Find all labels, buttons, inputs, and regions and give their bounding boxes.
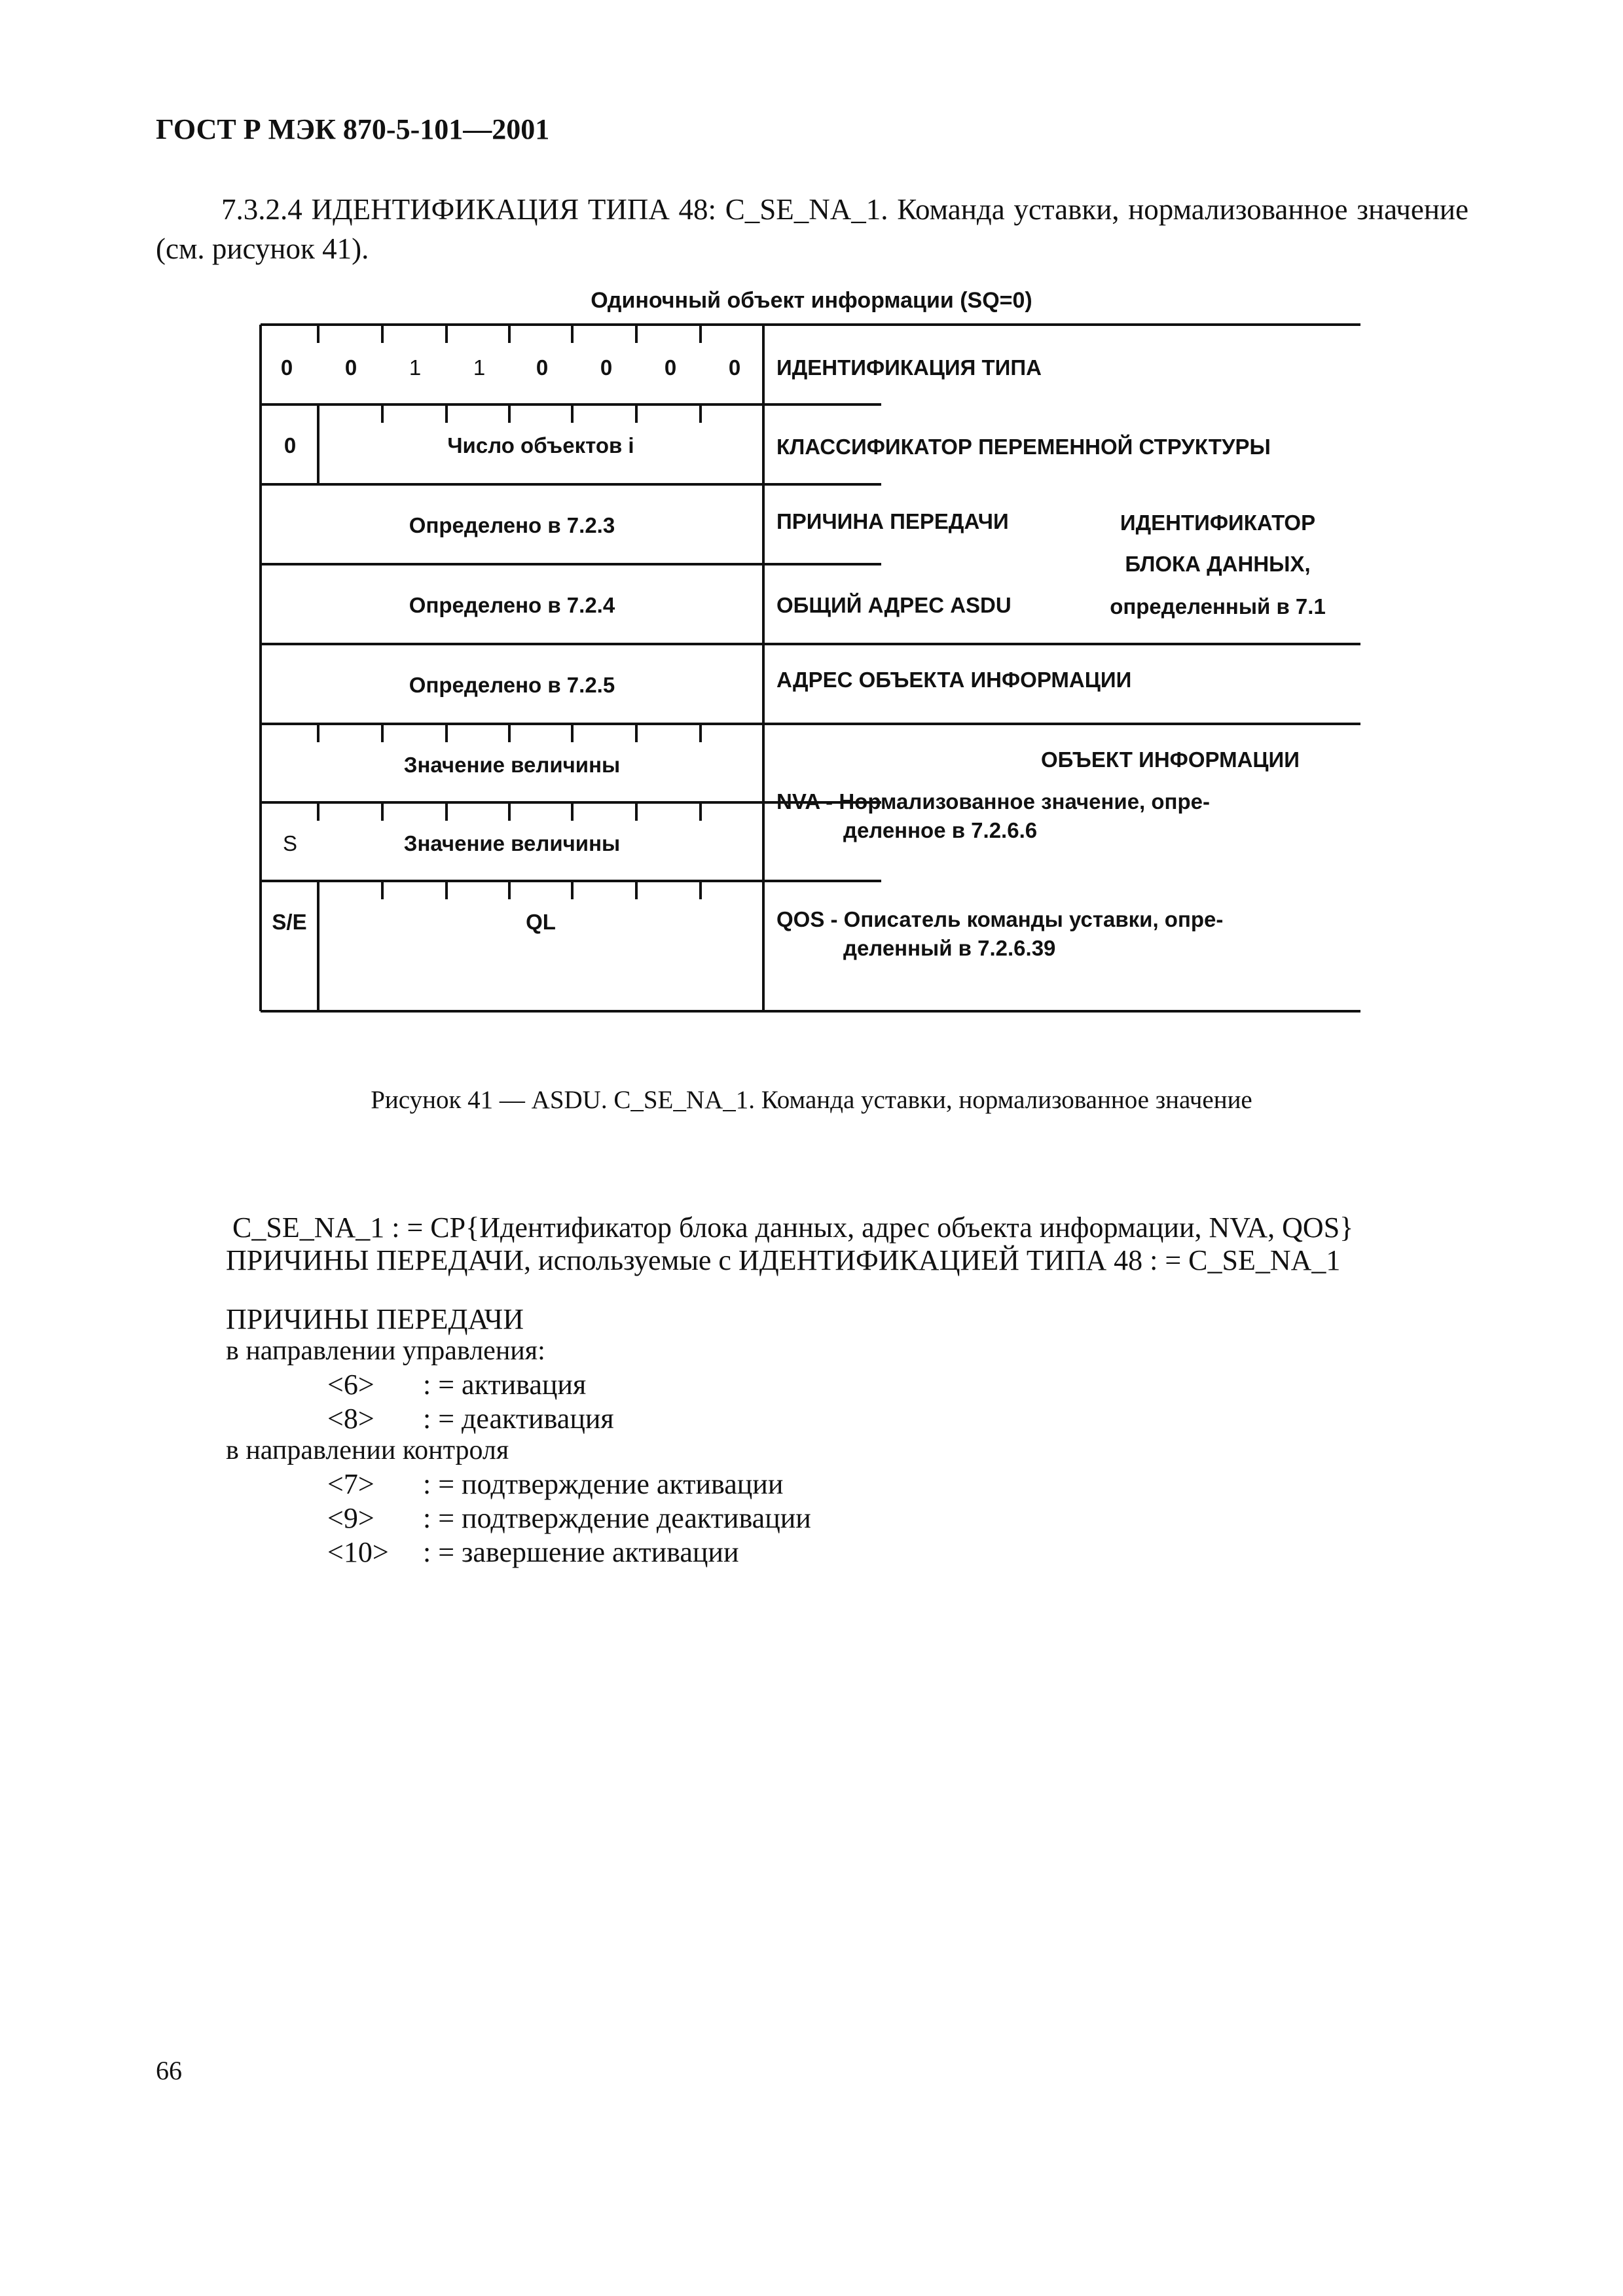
vsq-label: КЛАССИФИКАТОР ПЕРЕМЕННОЙ СТРУКТУРЫ <box>776 435 1271 459</box>
addr-label: ОБЩИЙ АДРЕС ASDU <box>776 593 1012 617</box>
vsq-field: Число объектов i <box>447 433 634 457</box>
ioa-label: АДРЕС ОБЪЕКТА ИНФОРМАЦИИ <box>776 668 1132 692</box>
type-bit: 0 <box>344 355 357 380</box>
type-bit: 0 <box>664 355 677 380</box>
addr-field: Определено в 7.2.4 <box>409 593 615 617</box>
nva-line-1: NVA - Нормализованное значение, опре- <box>776 789 1210 814</box>
monitor-direction: в направлении контроля <box>226 1435 509 1465</box>
type-bit: 0 <box>728 355 741 380</box>
type-bit: 0 <box>536 355 549 380</box>
causes-title: ПРИЧИНЫ ПЕРЕДАЧИ <box>226 1303 524 1335</box>
data-unit-id-line-1: ИДЕНТИФИКАТОР <box>1120 511 1316 535</box>
figure-caption: Рисунок 41 — ASDU. C_SE_NA_1. Команда уставки, нормализованное значение <box>371 1086 1252 1114</box>
type-bit: 1 <box>473 355 486 380</box>
value-field-1: Значение величины <box>403 753 621 777</box>
type-id-label: ИДЕНТИФИКАЦИЯ ТИПА <box>776 355 1042 380</box>
cause-text: : = подтверждение активации <box>423 1468 784 1500</box>
control-direction: в направлении управления: <box>226 1336 545 1366</box>
ql-field: QL <box>526 910 556 934</box>
diagram-title: Одиночный объект информации (SQ=0) <box>591 288 1032 313</box>
sign-bit: S <box>282 831 297 855</box>
type-bit: 1 <box>409 355 422 380</box>
qos-line-2: деленный в 7.2.6.39 <box>843 936 1056 960</box>
document-header: ГОСТ Р МЭК 870-5-101—2001 <box>156 113 550 145</box>
ioa-field: Определено в 7.2.5 <box>409 673 615 697</box>
cause-text: : = завершение активации <box>423 1536 739 1568</box>
data-unit-id-line-2: БЛОКА ДАННЫХ, <box>1125 552 1311 576</box>
cause-code: <10> <box>327 1536 389 1568</box>
data-unit-id-line-3: определенный в 7.1 <box>1110 594 1326 619</box>
cause-text: : = деактивация <box>423 1403 614 1435</box>
cause-code: <8> <box>327 1403 374 1435</box>
cause-code: <9> <box>327 1502 374 1534</box>
cause-text: : = активация <box>423 1369 587 1401</box>
cot-label: ПРИЧИНА ПЕРЕДАЧИ <box>776 509 1009 533</box>
value-field-2: Значение величины <box>403 831 621 855</box>
type-bit: 0 <box>280 355 293 380</box>
cot-field: Определено в 7.2.3 <box>409 513 615 537</box>
nva-line-2: деленное в 7.2.6.6 <box>843 818 1038 842</box>
info-object-label: ОБЪЕКТ ИНФОРМАЦИИ <box>1041 747 1300 772</box>
cause-code: <6> <box>327 1369 374 1401</box>
qos-line-1: QOS - Описатель команды уставки, опре- <box>776 907 1224 931</box>
section-paragraph: 7.3.2.4 ИДЕНТИФИКАЦИЯ ТИПА 48: C_SE_NA_1. Команда уставки, нормализованное значение (см. рисунок 41). <box>156 193 1468 265</box>
type-bit: 0 <box>600 355 613 380</box>
cause-text: : = подтверждение деактивации <box>423 1502 811 1534</box>
definition-line-2: ПРИЧИНЫ ПЕРЕДАЧИ, используемые с ИДЕНТИФИКАЦИЕЙ ТИПА 48 : = C_SE_NA_1 <box>226 1244 1341 1276</box>
se-bit: S/E <box>272 910 307 934</box>
vsq-bit: 0 <box>283 433 297 457</box>
definition-line-1: C_SE_NA_1 : = CP{Идентификатор блока данных, адрес объекта информации, NVA, QOS} <box>232 1211 1354 1244</box>
cause-code: <7> <box>327 1468 374 1500</box>
page-number: 66 <box>156 2056 182 2085</box>
